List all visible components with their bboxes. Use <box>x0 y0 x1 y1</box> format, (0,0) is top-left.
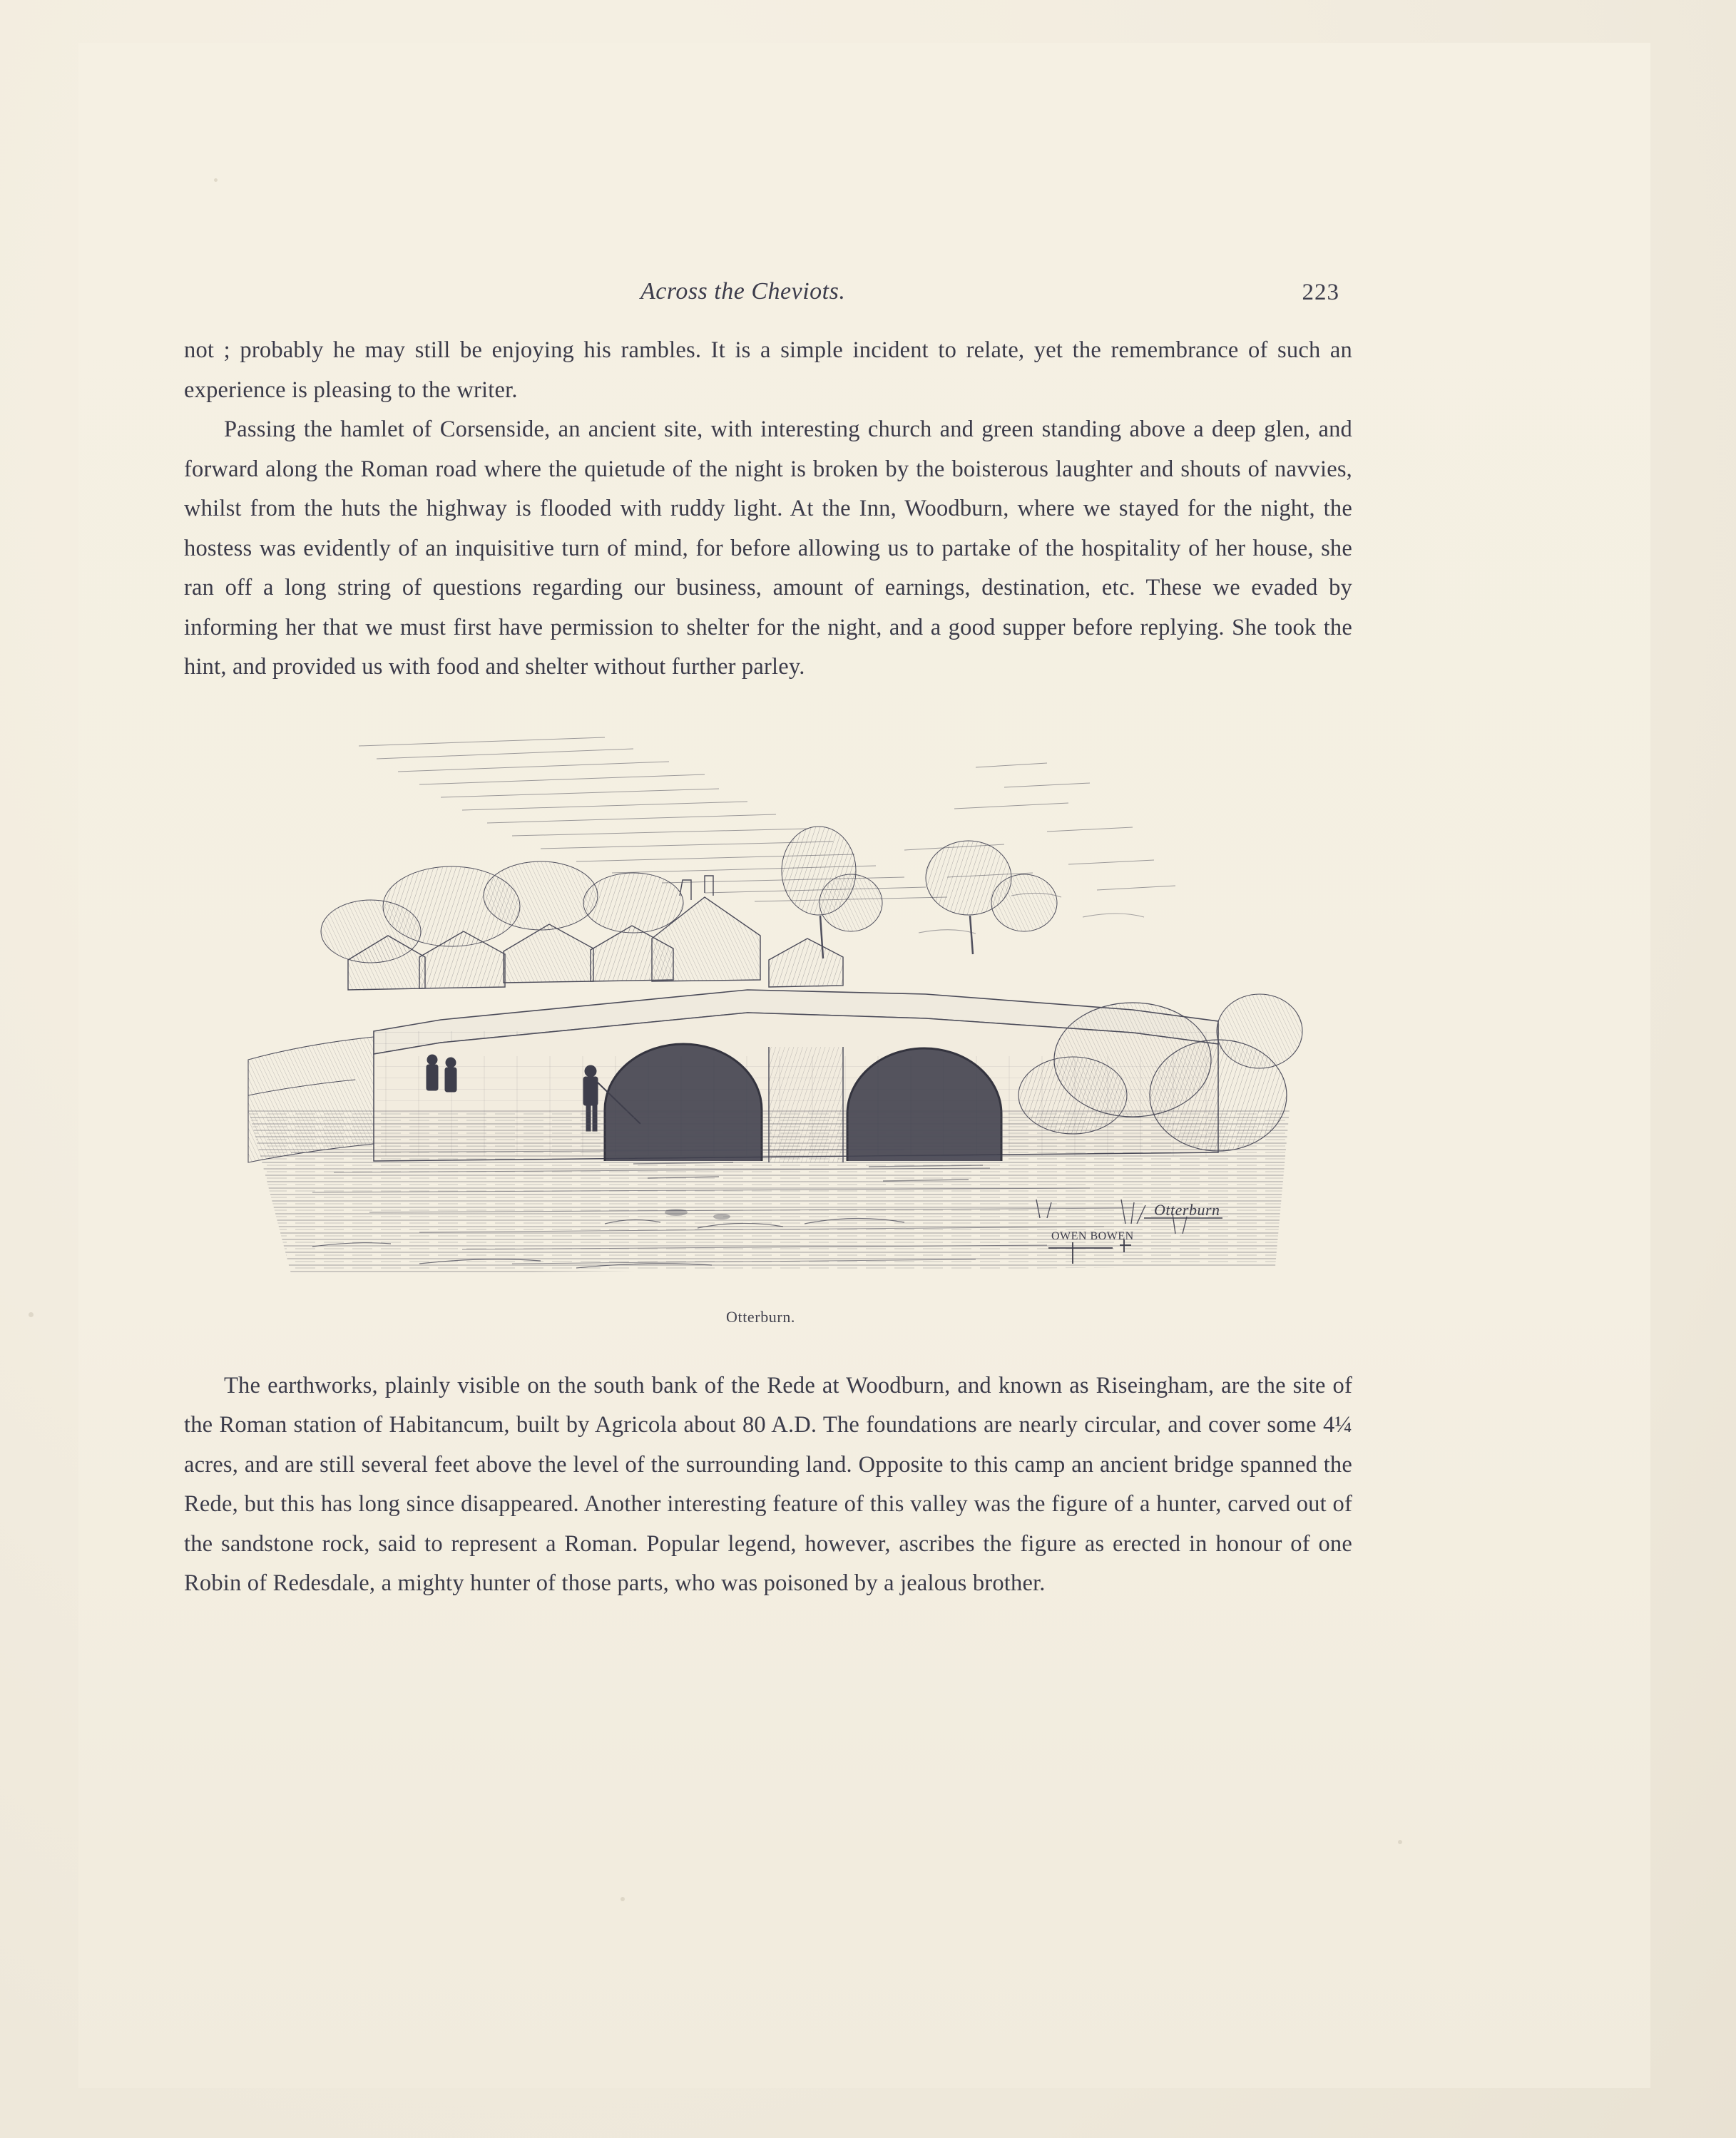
paper-speck <box>29 1312 34 1317</box>
paper-speck <box>214 178 218 182</box>
figure-caption: Otterburn. <box>726 1307 796 1326</box>
paragraph-1: not ; probably he may still be enjoying his rambles. It is a simple incident to relate, yet the remembrance of such an experience is pleasing to the writer. <box>184 337 1352 403</box>
paper-speck <box>621 1897 625 1901</box>
paragraph-2: Passing the hamlet of Corsenside, an ancient site, with interesting church and green standing above a deep glen, and forward along the Roman road where the quietude of the night is broken by the boisterous laughter and shouts of navvies, whilst from the huts the highway is flooded with ruddy light. At the Inn, Woodburn, where we stayed for the night, the hostess was evidently of an inquisitive turn of mind, for before allowing us to partake of the hospitality of her house, she ran off a long string of questions regarding our business, amount of earnings, destination, etc. These we evaded by informing her that we must first have permission to shelter for the night, and a good supper before replying. She took the hint, and provided us with food and shelter without further parley. <box>184 416 1352 680</box>
svg-text:Otterburn: Otterburn <box>1154 1200 1220 1219</box>
running-head-title: Across the Cheviots. <box>640 278 846 305</box>
page-number: 223 <box>1302 280 1339 305</box>
page-content <box>184 278 1352 1604</box>
paper-speck <box>1398 1840 1402 1844</box>
river-water <box>234 1103 1318 1281</box>
running-head <box>184 278 1352 315</box>
paragraph-3: The earthworks, plainly visible on the south bank of the Rede at Woodburn, and known as Riseingham, are the site of the Roman station of Habitancum, built by Agricola about 80 A.D. The foundations are nearly circular, and cover some 4¼ acres, and are still several feet above the level of the surrounding land. Opposite to this camp an ancient bridge spanned the Rede, but this has long since disappeared. Another interesting feature of this valley was the figure of a hunter, carved out of the sandstone rock, said to represent a Roman. Popular legend, however, ascribes the figure as erected in honour of one Robin of Redesdale, a mighty hunter of those parts, who was poisoned by a jealous brother. <box>184 1372 1352 1596</box>
figure-otterburn <box>184 725 1352 1345</box>
engraving-illustration <box>205 725 1332 1295</box>
svg-text:OWEN BOWEN: OWEN BOWEN <box>1051 1229 1134 1242</box>
